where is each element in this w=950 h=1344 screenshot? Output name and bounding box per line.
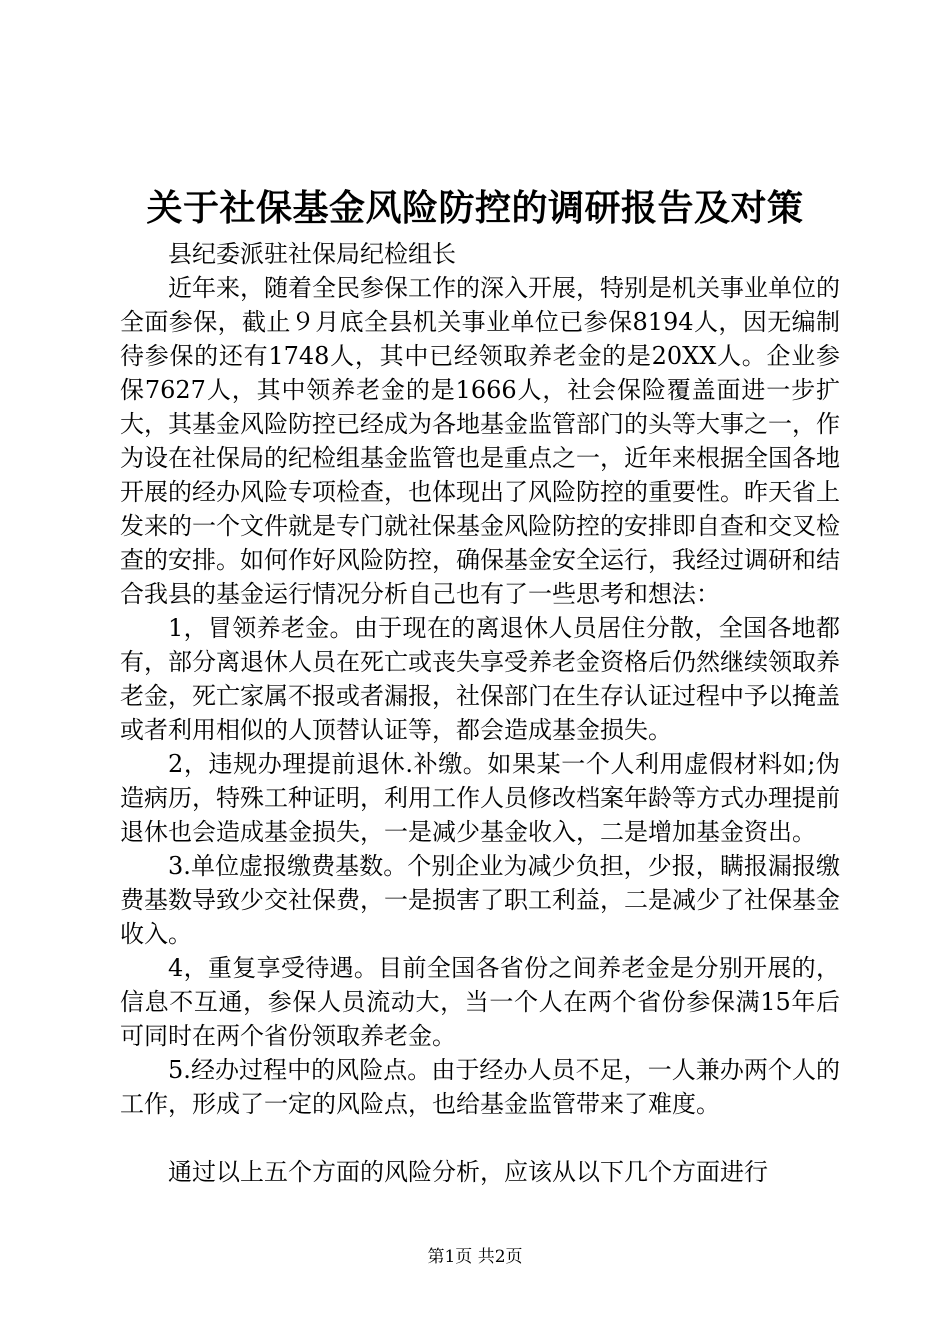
paragraph-point-3: 3.单位虚报缴费基数。个别企业为减少负担，少报，瞒报漏报缴费基数导致少交社保费，一是损害了职工利益，二是减少了社保基金收入。 [120, 852, 840, 948]
paragraph-intro: 近年来，随着全民参保工作的深入开展，特别是机关事业单位的全面参保，截止９月底全县机关事业单位已参保8194人，因无编制待参保的还有1748人，其中已经领取养老金的是20XX人。企业参保7627人，其中领养老金的是1666人，社会保险覆盖面进一步扩大，其基金风险防控已经成为各地基金监管部门的头等大事之一，作为设在社保局的纪检组基金监管也是重点之一，近年来根据全国各地开展的经办风险专项检查，也体现出了风险防控的重要性。昨天省上发来的一个文件就是专门就社保基金风险防控的安排即自查和交叉检查的安排。如何作好风险防控，确保基金安全运行，我经过调研和结合我县的基金运行情况分析自己也有了一些思考和想法： [120, 274, 840, 608]
author-line: 县纪委派驻社保局纪检组长 [168, 240, 456, 268]
page-number-footer: 第1页 共2页 [427, 1247, 523, 1267]
paragraph-point-4: 4，重复享受待遇。目前全国各省份之间养老金是分别开展的，信息不互通，参保人员流动大，当一个人在两个省份参保满15年后可同时在两个省份领取养老金。 [120, 954, 840, 1050]
document-title: 关于社保基金风险防控的调研报告及对策 [146, 187, 804, 229]
paragraph-point-2: 2，违规办理提前退休.补缴。如果某一个人利用虚假材料如;伪造病历，特殊工种证明，利用工作人员修改档案年龄等方式办理提前退休也会造成基金损失，一是减少基金收入，二是增加基金资出。 [120, 750, 840, 846]
paragraph-point-1: 1，冒领养老金。由于现在的离退休人员居住分散，全国各地都有，部分离退休人员在死亡或丧失享受养老金资格后仍然继续领取养老金，死亡家属不报或者漏报，社保部门在生存认证过程中予以掩盖或者利用相似的人顶替认证等，都会造成基金损失。 [120, 614, 840, 744]
paragraph-conclusion: 通过以上五个方面的风险分析，应该从以下几个方面进行 [168, 1158, 768, 1186]
document-body [120, 237, 840, 1189]
paragraph-point-5: 5.经办过程中的风险点。由于经办人员不足，一人兼办两个人的工作，形成了一定的风险点，也给基金监管带来了难度。 [120, 1056, 840, 1118]
